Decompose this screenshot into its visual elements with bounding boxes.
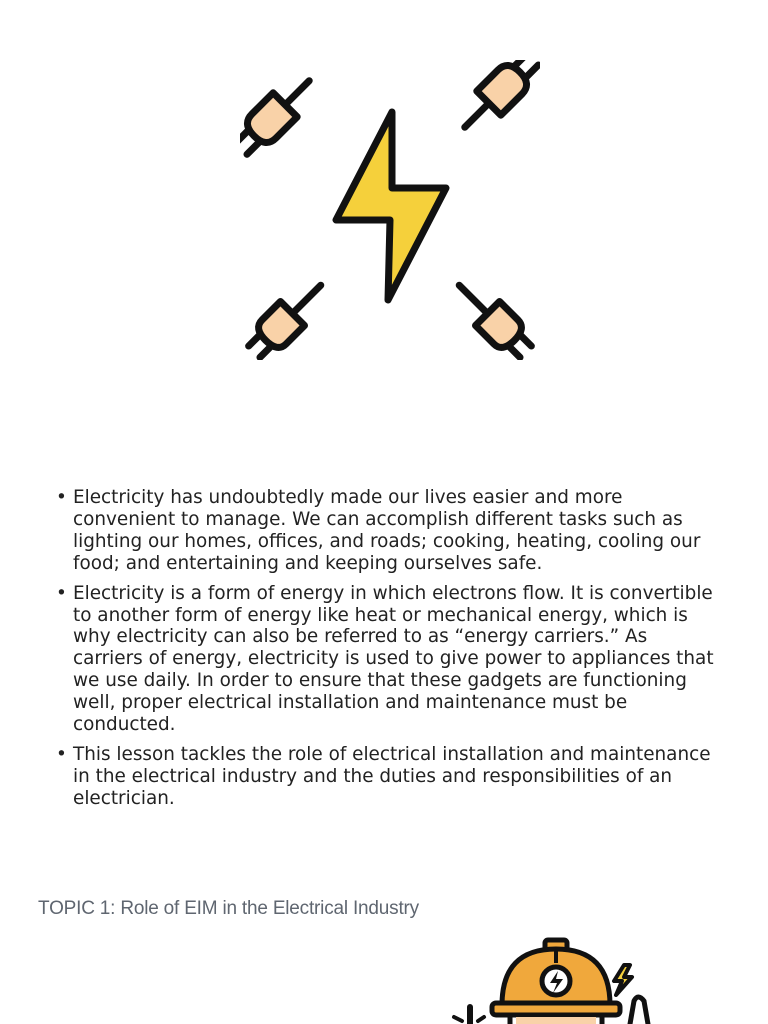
- electrician-illustration: [440, 935, 670, 1024]
- bullet-item: [56, 487, 716, 575]
- hard-hat-icon: [492, 940, 620, 1024]
- bullet-marker: •: [56, 743, 67, 765]
- plug-icon-bottom-left: [242, 273, 333, 360]
- pliers-icon: [630, 997, 648, 1024]
- bullet-item: [56, 744, 716, 810]
- bullet-text: Electricity is a form of energy in which electrons flow. It is convertible to another form of energy like heat or mechanical energy, which is why electricity can also be referred to as “energy carriers.” As carriers of energy, electricity is used to give power to appliances that we use daily. In order to ensure that these gadgets are functioning well, proper electrical installation and maintenance must be conducted.: [73, 582, 714, 736]
- plug-icon-top-right: [453, 60, 540, 139]
- bullet-text: Electricity has undoubtedly made our lives easier and more convenient to manage. We can accomplish different tasks such as lighting our homes, offices, and roads; cooking, heating, cooling our food; and entertaining and keeping ourselves safe.: [73, 487, 701, 574]
- spark-icon: [614, 965, 632, 995]
- lightning-bolt-icon: [336, 112, 446, 300]
- plug-icon-bottom-right: [447, 273, 538, 360]
- bullet-list: [56, 487, 716, 818]
- bullet-marker: •: [56, 487, 67, 508]
- lightning-plugs-illustration: [240, 60, 540, 360]
- screwdriver-icon: [454, 1007, 484, 1024]
- plug-icon-top-left: [240, 69, 321, 161]
- bullet-text: This lesson tackles the role of electrical installation and maintenance in the electrical industry and the duties and responsibilities of an electrician.: [73, 743, 711, 809]
- bullet-item: [56, 583, 716, 736]
- topic-heading: TOPIC 1: Role of EIM in the Electrical Industry: [38, 898, 419, 919]
- bullet-marker: •: [56, 582, 67, 604]
